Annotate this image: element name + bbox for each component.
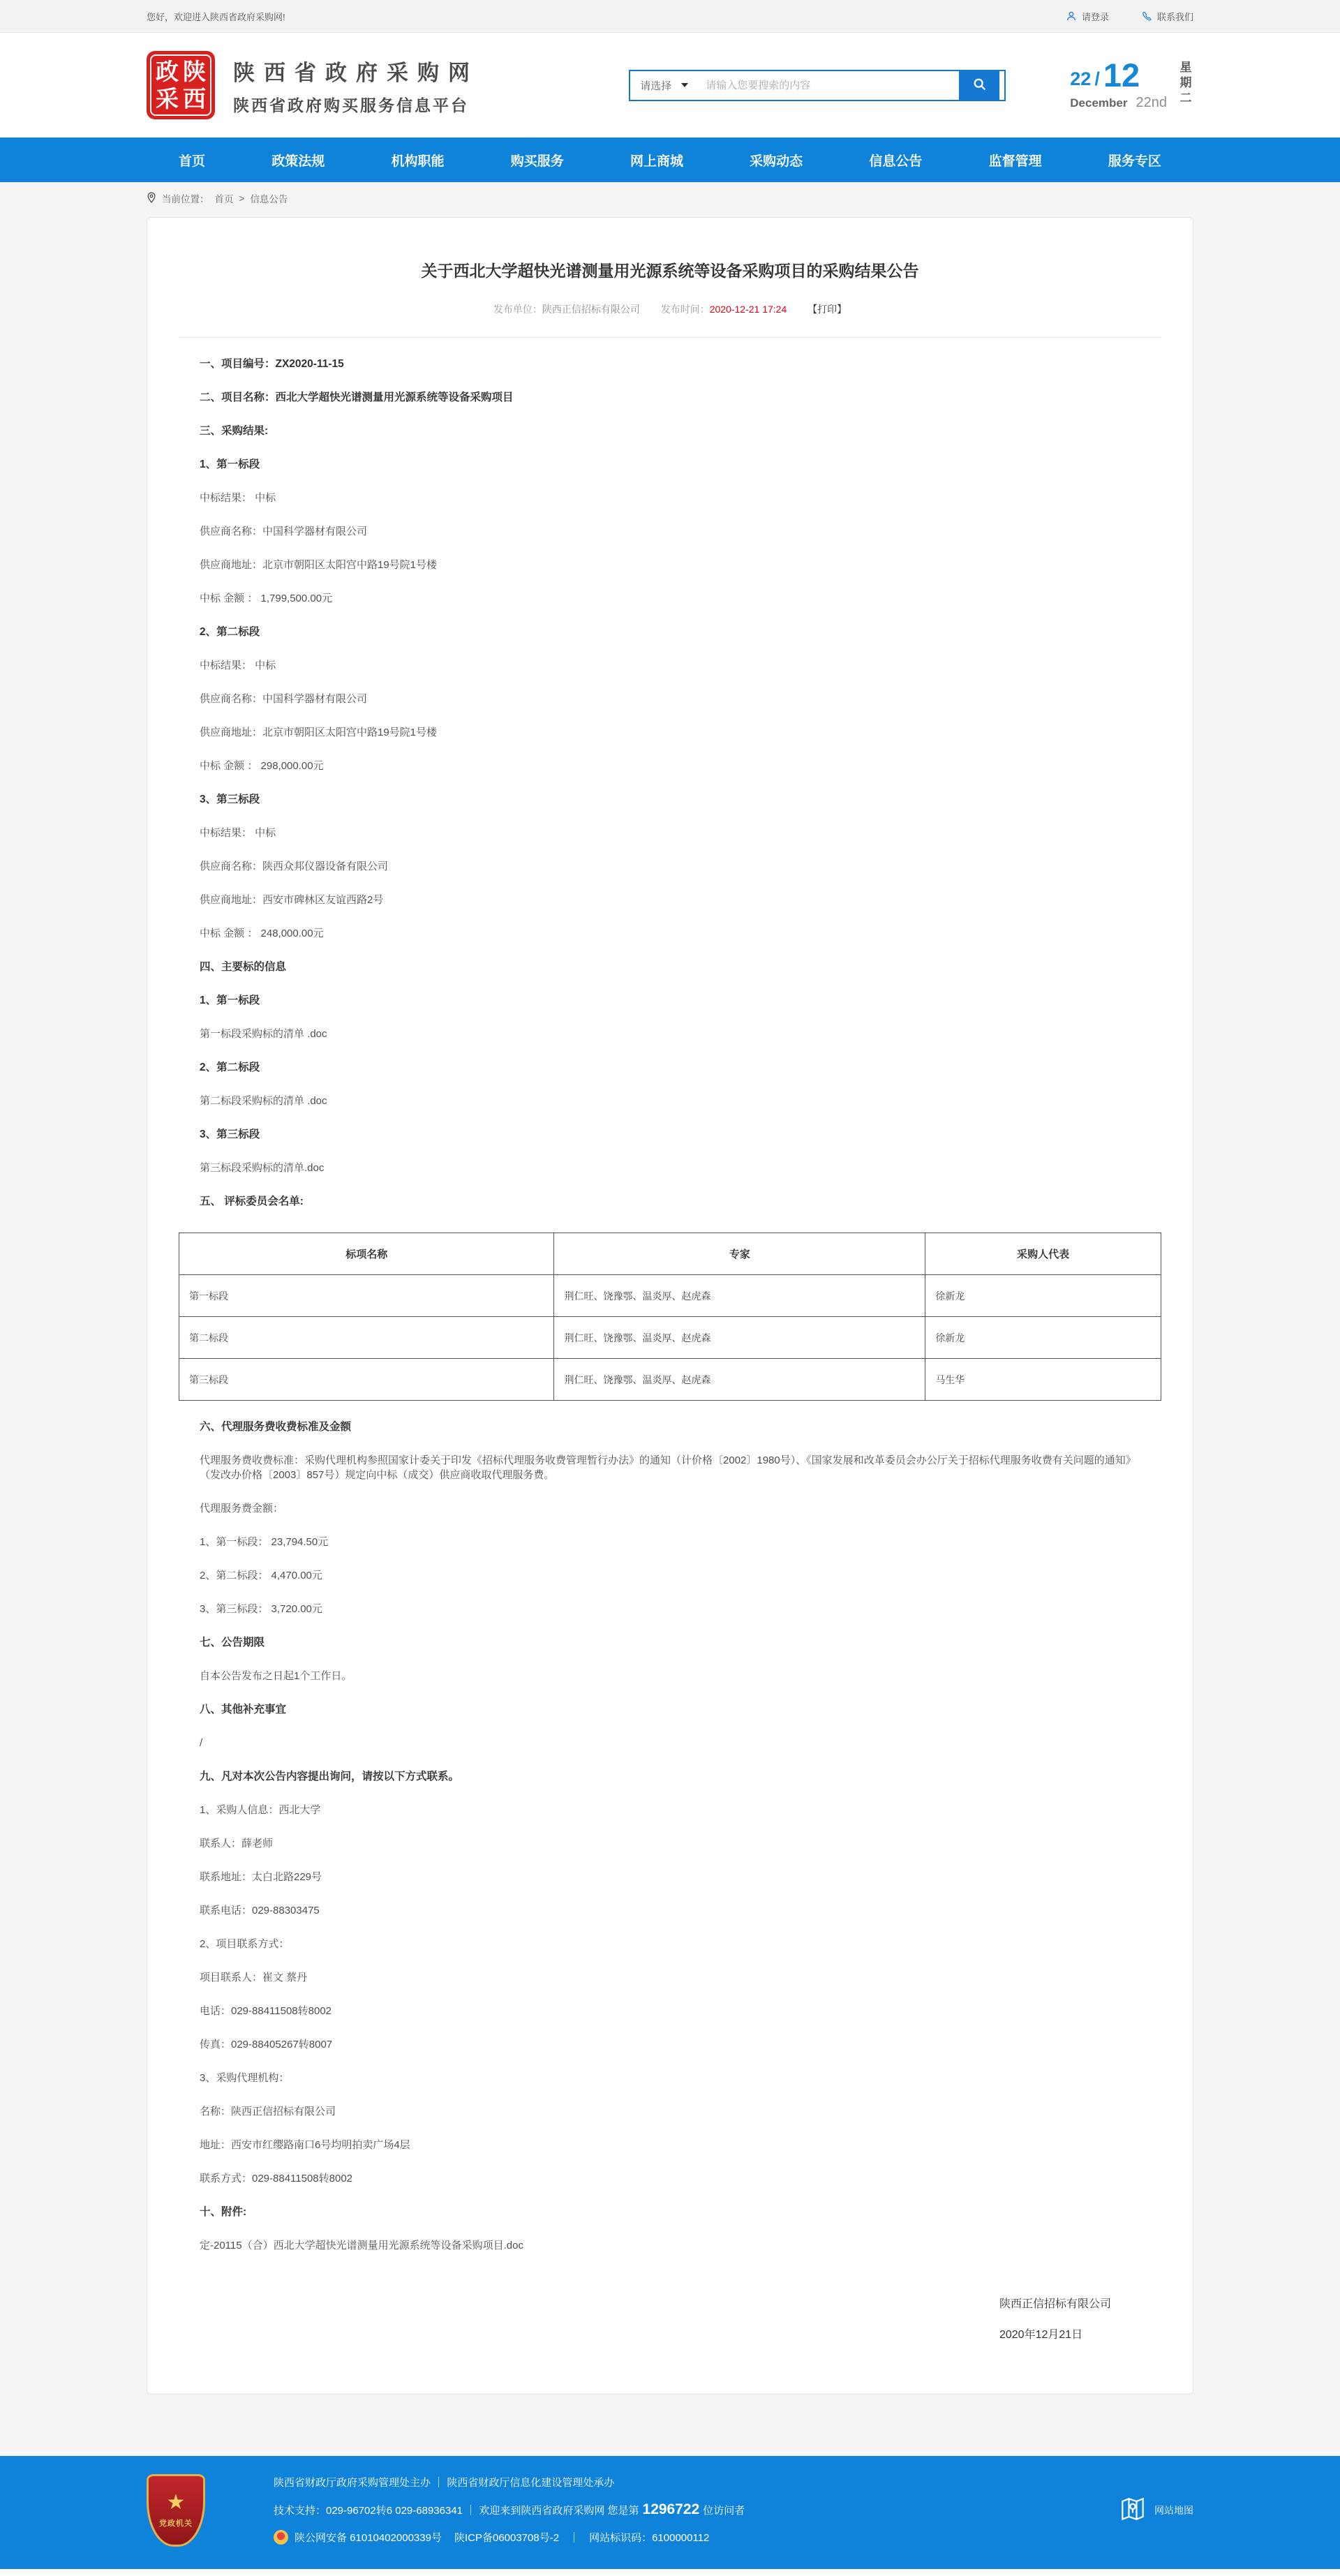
article-meta: [179, 302, 1161, 316]
section-heading: 二、项目名称：西北大学超快光谱测量用光源系统等设备采购项目: [200, 392, 514, 403]
publisher-label: 发布单位：: [493, 304, 542, 315]
paragraph: 联系方式：029-88411508转8002: [200, 2173, 353, 2184]
footer-line-registration: [274, 2530, 745, 2545]
table-header: 标项名称: [179, 1233, 554, 1275]
publisher-value: 陕西正信招标有限公司: [542, 304, 640, 315]
paragraph: 代理服务费金额：: [200, 1503, 284, 1514]
table-row: [179, 1275, 1161, 1317]
police-badge-icon: [274, 2530, 288, 2545]
site-id-code: 网站标识码：6100000112: [589, 2532, 710, 2544]
table-cell: 荆仁旺、饶豫鄂、温炎厚、赵虎森: [554, 1317, 925, 1359]
public-security-record[interactable]: 陕公网安备 61010402000339号: [295, 2532, 442, 2544]
nav-item-7[interactable]: 监督管理: [988, 154, 1042, 169]
breadcrumb-home[interactable]: 首页: [214, 194, 234, 204]
table-header: 采购人代表: [925, 1233, 1161, 1275]
section-heading: 八、其他补充事宜: [200, 1704, 287, 1715]
table-cell: 第一标段: [179, 1275, 554, 1317]
nav-item-2[interactable]: 机构职能: [391, 154, 445, 169]
publish-time-value: 2020-12-21 17:24: [709, 304, 787, 315]
article-card: [147, 217, 1193, 2395]
paragraph: 供应商名称：中国科学器材有限公司: [200, 526, 368, 537]
table-cell: 第三标段: [179, 1359, 554, 1401]
date-ordinal: 22nd: [1136, 94, 1167, 110]
nav-item-3[interactable]: 购买服务: [510, 154, 564, 169]
search-bar: [629, 70, 1006, 101]
section-heading: 3、第三标段: [200, 1129, 260, 1140]
login-label: 请登录: [1081, 11, 1109, 22]
nav-item-0[interactable]: 首页: [179, 154, 206, 169]
site-header: [0, 33, 1340, 137]
divider: [179, 337, 1161, 338]
section-heading: 四、主要标的信息: [200, 961, 287, 973]
main-nav: [147, 137, 1193, 182]
section-heading: 九、凡对本次公告内容提出询问，请按以下方式联系。: [200, 1771, 460, 1782]
chevron-down-icon: [681, 83, 688, 87]
paragraph: 传真：029-88405267转8007: [200, 2039, 333, 2050]
date-month-name: December: [1070, 96, 1128, 110]
paragraph: /: [200, 1737, 203, 1749]
phone-icon: [1141, 10, 1152, 22]
paragraph: 联系人：薛老师: [200, 1838, 274, 1849]
paragraph: 中标结果： 中标: [200, 492, 276, 504]
section-heading: 七、公告期限: [200, 1637, 265, 1648]
support-text: 技术支持：029-96702转6 029-68936341 ｜ 欢迎来到陕西省政府采购网 您是第: [274, 2504, 639, 2517]
contact-button[interactable]: [1141, 10, 1193, 23]
nav-item-1[interactable]: 政策法规: [271, 154, 325, 169]
section-heading: 1、第一标段: [200, 459, 260, 470]
breadcrumb-separator: >: [239, 193, 245, 204]
logo-char: 陕: [183, 59, 206, 84]
site-logo: [147, 51, 215, 119]
section-heading: 2、第二标段: [200, 626, 260, 638]
date-widget: [1070, 56, 1193, 111]
logo-char: 采: [156, 86, 179, 112]
login-button[interactable]: [1066, 10, 1109, 23]
nav-item-5[interactable]: 采购动态: [750, 154, 803, 169]
attachment-link[interactable]: 定-20115（合）西北大学超快光谱测量用光源系统等设备采购项目.doc: [200, 2240, 523, 2251]
section-heading: 1、第一标段: [200, 995, 260, 1006]
footer: [0, 2456, 1340, 2569]
emblem-label: 党政机关: [159, 2519, 193, 2528]
date-slash: /: [1094, 68, 1100, 89]
logo-char: 政: [156, 59, 179, 84]
breadcrumb: [0, 182, 1340, 214]
article-body: [179, 357, 1161, 2253]
icp-record[interactable]: 陕ICP备06003708号-2: [454, 2532, 560, 2544]
table-cell: 徐新龙: [925, 1317, 1161, 1359]
paragraph: 供应商地址：西安市碑林区友谊西路2号: [200, 894, 384, 906]
section-heading: 五、 评标委员会名单:: [200, 1196, 304, 1207]
breadcrumb-current[interactable]: 信息公告: [250, 194, 288, 204]
paragraph: 中标结果： 中标: [200, 660, 276, 671]
paragraph: 项目联系人：崔文 蔡丹: [200, 1972, 308, 1983]
section-heading: 六、代理服务费收费标准及金额: [200, 1421, 352, 1433]
section-heading: 十、附件:: [200, 2206, 247, 2218]
date-month: 12: [1103, 56, 1140, 94]
welcome-text: 您好，欢迎进入陕西省政府采购网!: [147, 11, 285, 22]
search-category-select[interactable]: [630, 71, 706, 100]
nav-item-8[interactable]: 服务专区: [1108, 154, 1161, 169]
government-shield-emblem: [147, 2474, 205, 2547]
paragraph: 联系电话：029-88303475: [200, 1905, 320, 1916]
committee-table: [179, 1233, 1161, 1401]
attachment-link[interactable]: 第二标段采购标的清单 .doc: [200, 1095, 327, 1107]
paragraph: 中标 金额 ： 1,799,500.00元: [200, 593, 333, 604]
section-heading: 2、第二标段: [200, 1062, 260, 1073]
paragraph: 中标 金额 ： 298,000.00元: [200, 760, 324, 772]
publish-time-label: 发布时间：: [660, 304, 710, 315]
signature-company: 陕西正信招标有限公司: [999, 2298, 1111, 2310]
paragraph: 供应商地址：北京市朝阳区太阳宫中路19号院1号楼: [200, 727, 438, 738]
main-nav-bar: [0, 137, 1340, 182]
sitemap-button[interactable]: [1117, 2494, 1193, 2526]
footer-separator: ｜: [569, 2532, 580, 2544]
footer-line-organizers: 陕西省财政厅政府采购管理处主办 ｜ 陕西省财政厅信息化建设管理处承办: [274, 2477, 615, 2489]
table-row: [179, 1359, 1161, 1401]
paragraph: 代理服务费收费标准：采购代理机构参照国家计委关于印发《招标代理服务收费管理暂行办法》的通知（计价格〔2002〕1980号）、《国家发展和改革委员会办公厅关于招标代理服务收费有关问题的通知》（发改办价格〔2003〕857号）规定向中标（成交）供应商收取代理服务费。: [200, 1454, 1136, 1481]
nav-item-4[interactable]: 网上商城: [630, 154, 683, 169]
location-pin-icon: [147, 192, 156, 205]
paragraph: 供应商地址：北京市朝阳区太阳宫中路19号院1号楼: [200, 559, 438, 571]
sitemap-label: 网站地图: [1154, 2504, 1193, 2516]
site-subtitle: 陕西省政府购买服务信息平台: [233, 96, 469, 114]
date-weekday: 星期二: [1179, 60, 1192, 105]
search-select-label: 请选择: [640, 80, 672, 92]
paragraph: 1、采购人信息：西北大学: [200, 1804, 321, 1816]
paragraph: 3、采购代理机构：: [200, 2072, 290, 2084]
table-cell: 荆仁旺、饶豫鄂、温炎厚、赵虎森: [554, 1359, 925, 1401]
paragraph: 中标 金额 ： 248,000.00元: [200, 928, 324, 939]
paragraph: 电话：029-88411508转8002: [200, 2005, 332, 2017]
breadcrumb-label: 当前位置：: [162, 194, 209, 204]
visitor-suffix: 位访问者: [703, 2504, 745, 2517]
paragraph: 自本公告发布之日起1个工作日。: [200, 1670, 352, 1682]
nav-item-6[interactable]: 信息公告: [869, 154, 923, 169]
search-icon: [972, 77, 987, 94]
site-name: 陕西省政府采购网: [233, 60, 479, 85]
paragraph: 1、第一标段： 23,794.50元: [200, 1536, 329, 1548]
page-title: 关于西北大学超快光谱测量用光源系统等设备采购项目的采购结果公告: [421, 262, 919, 280]
contact-label: 联系我们: [1156, 11, 1193, 22]
table-row: [179, 1317, 1161, 1359]
bottom-strip: [0, 2569, 1340, 2576]
paragraph: 2、第二标段： 4,470.00元: [200, 1570, 322, 1581]
attachment-link[interactable]: 第一标段采购标的清单 .doc: [200, 1028, 327, 1040]
table-cell: 徐新龙: [925, 1275, 1161, 1317]
table-cell: 第二标段: [179, 1317, 554, 1359]
attachment-link[interactable]: 第三标段采购标的清单.doc: [200, 1162, 325, 1174]
logo-char: 西: [183, 86, 206, 112]
topbar: [0, 0, 1340, 33]
signature-block: [179, 2289, 1161, 2351]
paragraph: 中标结果： 中标: [200, 827, 276, 839]
star-icon: ★: [166, 2491, 186, 2514]
section-heading: 一、项目编号：ZX2020-11-15: [200, 358, 344, 370]
paragraph: 名称：陕西正信招标有限公司: [200, 2106, 336, 2117]
paragraph: 2、项目联系方式：: [200, 1938, 290, 1950]
table-header: 专家: [554, 1233, 925, 1275]
search-button[interactable]: [959, 71, 999, 100]
paragraph: 地址：西安市红缨路南口6号均明拍卖广场4层: [200, 2139, 410, 2151]
paragraph: 供应商名称：中国科学器材有限公司: [200, 693, 368, 705]
print-button[interactable]: 【打印】: [807, 304, 847, 315]
table-cell: 荆仁旺、饶豫鄂、温炎厚、赵虎森: [554, 1275, 925, 1317]
section-heading: 三、采购结果:: [200, 425, 269, 437]
search-input[interactable]: [706, 71, 959, 100]
paragraph: 联系地址：太白北路229号: [200, 1871, 322, 1883]
user-icon: [1066, 10, 1077, 22]
date-day: 22: [1070, 68, 1092, 89]
paragraph: 供应商名称：陕西众邦仪器设备有限公司: [200, 861, 389, 872]
visitor-count: 1296722: [642, 2501, 700, 2517]
section-heading: 3、第三标段: [200, 794, 260, 805]
footer-line-support: [274, 2501, 745, 2518]
map-icon: [1117, 2494, 1148, 2526]
signature-date: 2020年12月21日: [999, 2329, 1083, 2341]
table-cell: 马生华: [925, 1359, 1161, 1401]
paragraph: 3、第三标段： 3,720.00元: [200, 1603, 322, 1615]
